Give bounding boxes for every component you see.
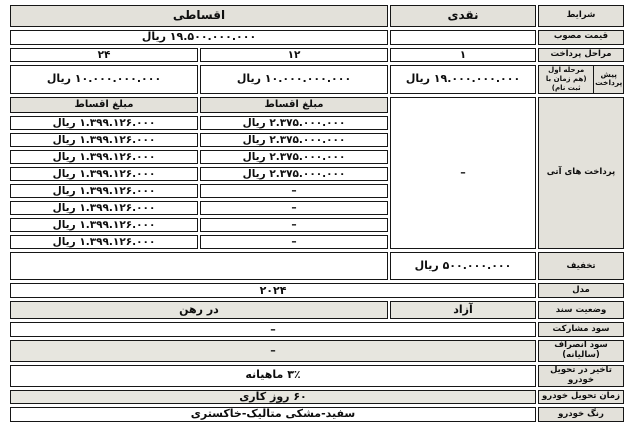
- installment-amount-subheader-12: مبلغ اقساط: [200, 97, 388, 113]
- installment-12-value: ۲.۳۷۵.۰۰۰.۰۰۰ ریال: [200, 150, 388, 164]
- down-payment-label-cell: [538, 65, 624, 94]
- approved-price-label: قیمت مصوب: [538, 30, 624, 45]
- conditions-header-cell: شرایط: [538, 5, 624, 27]
- discount-row: [10, 252, 624, 280]
- participation-profit-label: سود مشارکت: [538, 322, 624, 337]
- installment-24-value: ۱.۳۹۹.۱۲۶.۰۰۰ ریال: [10, 235, 198, 249]
- payment-stages-label: مراحل پرداخت: [538, 48, 624, 62]
- down-payment-stage-label: [539, 66, 593, 93]
- payment-stages-24: ۲۴: [10, 48, 198, 62]
- installment-12-value: ۲.۳۷۵.۰۰۰.۰۰۰ ریال: [200, 167, 388, 181]
- delivery-time-row: [10, 390, 624, 405]
- down-payment-row: [10, 65, 624, 94]
- discount-label: تخفیف: [538, 252, 624, 280]
- future-payments-label: پرداخت های آتی: [538, 97, 624, 250]
- payment-stages-row: [10, 48, 624, 62]
- installment-header-cell: اقساطی: [10, 5, 388, 27]
- down-payment-label: پیش پرداخت: [593, 66, 623, 93]
- document-status-label: وضعیت سند: [538, 301, 624, 319]
- participation-profit-value: –: [10, 322, 536, 337]
- installment-12-value: –: [200, 235, 388, 249]
- document-status-cash-value: آزاد: [390, 301, 536, 319]
- discount-cash-value: ۵۰۰.۰۰۰.۰۰۰ ریال: [390, 252, 536, 280]
- document-status-installment-value: در رهن: [10, 301, 388, 319]
- future-payments-subheader-row: [10, 97, 624, 113]
- installment-24-value: ۱.۳۹۹.۱۲۶.۰۰۰ ریال: [10, 184, 198, 198]
- down-payment-stage-title: مرحله اول: [548, 65, 585, 74]
- installment-24-value: ۱.۳۹۹.۱۲۶.۰۰۰ ریال: [10, 133, 198, 147]
- approved-price-value: ۱۹.۵۰۰.۰۰۰.۰۰۰ ریال: [10, 30, 388, 45]
- installment-12-value: –: [200, 201, 388, 215]
- car-color-label: رنگ خودرو: [538, 407, 624, 422]
- cash-header-cell: نقدی: [390, 5, 536, 27]
- model-label: مدل: [538, 283, 624, 298]
- approved-price-cash-cell: [390, 30, 536, 45]
- installment-24-value: ۱.۳۹۹.۱۲۶.۰۰۰ ریال: [10, 167, 198, 181]
- installment-24-value: ۱.۳۹۹.۱۲۶.۰۰۰ ریال: [10, 150, 198, 164]
- installment-amount-subheader-24: مبلغ اقساط: [10, 97, 198, 113]
- participation-profit-row: [10, 322, 624, 337]
- discount-installment-cell: [10, 252, 388, 280]
- down-payment-12-value: ۱۰.۰۰۰.۰۰۰.۰۰۰ ریال: [200, 65, 388, 94]
- approved-price-row: [10, 30, 624, 45]
- installment-24-value: ۱.۳۹۹.۱۲۶.۰۰۰ ریال: [10, 201, 198, 215]
- car-color-value: سفید-مشکی متالیک-خاکستری: [10, 407, 536, 422]
- car-sale-conditions-table: [8, 2, 626, 425]
- payment-stages-cash: ۱: [390, 48, 536, 62]
- installment-24-value: ۱.۳۹۹.۱۲۶.۰۰۰ ریال: [10, 116, 198, 130]
- delivery-delay-value: ۳٪ ماهیانه: [10, 365, 536, 387]
- installment-12-value: ۲.۳۷۵.۰۰۰.۰۰۰ ریال: [200, 133, 388, 147]
- installment-12-value: –: [200, 184, 388, 198]
- model-value: ۲۰۲۴: [10, 283, 536, 298]
- delivery-time-label: زمان تحویل خودرو: [538, 390, 624, 405]
- down-payment-24-value: ۱۰.۰۰۰.۰۰۰.۰۰۰ ریال: [10, 65, 198, 94]
- car-color-row: [10, 407, 624, 422]
- delivery-time-value: ۶۰ روز کاری: [10, 390, 536, 405]
- installment-12-value: ۲.۳۷۵.۰۰۰.۰۰۰ ریال: [200, 116, 388, 130]
- cancellation-profit-value: –: [10, 340, 536, 362]
- installment-24-value: ۱.۳۹۹.۱۲۶.۰۰۰ ریال: [10, 218, 198, 232]
- model-row: [10, 283, 624, 298]
- down-payment-cash-value: ۱۹.۰۰۰.۰۰۰.۰۰۰ ریال: [390, 65, 536, 94]
- future-payments-cash-cell: –: [390, 97, 536, 250]
- down-payment-stage-note: (هم زمان با ثبت نام): [545, 74, 587, 92]
- cancellation-profit-label: سود انصراف (سالیانه): [538, 340, 624, 362]
- header-row: [10, 5, 624, 27]
- down-payment-label-split: [539, 66, 623, 93]
- installment-12-value: –: [200, 218, 388, 232]
- payment-stages-12: ۱۲: [200, 48, 388, 62]
- delivery-delay-label: تاخیر در تحویل خودرو: [538, 365, 624, 387]
- document-status-row: [10, 301, 624, 319]
- cancellation-profit-row: [10, 340, 624, 362]
- delivery-delay-row: [10, 365, 624, 387]
